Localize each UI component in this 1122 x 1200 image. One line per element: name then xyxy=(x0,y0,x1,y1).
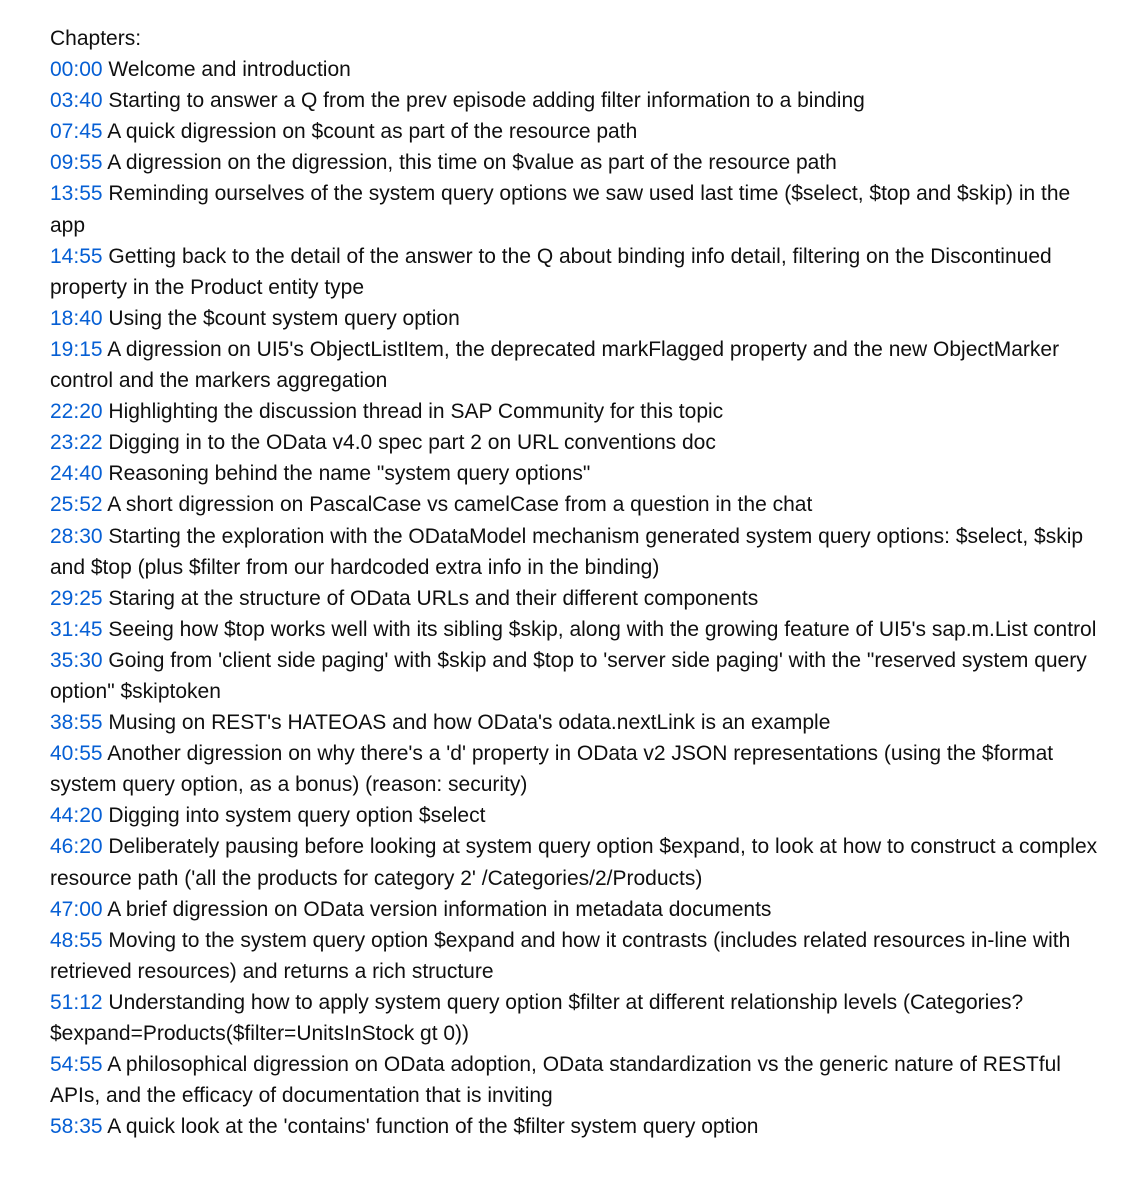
chapter-timestamp-link[interactable]: 13:55 xyxy=(50,182,103,206)
chapters-heading: Chapters: xyxy=(50,27,142,50)
chapter-timestamp-link[interactable]: 51:12 xyxy=(50,990,103,1014)
chapter-timestamp-link[interactable]: 00:00 xyxy=(50,58,103,82)
chapter-item xyxy=(50,334,1110,396)
chapter-title: Starting to answer a Q from the prev episode adding filter information to a binding xyxy=(108,89,865,113)
chapter-item xyxy=(50,800,1110,831)
chapter-title: Another digression on why there's a 'd' property in OData v2 JSON representations (using the $format system query option, as a bonus) (reason: security) xyxy=(50,742,1054,797)
chapter-description xyxy=(50,23,1110,1142)
chapter-item xyxy=(50,521,1110,583)
chapter-timestamp-link[interactable]: 22:20 xyxy=(50,400,103,424)
chapter-item xyxy=(50,427,1110,458)
chapter-timestamp-link[interactable]: 28:30 xyxy=(50,524,103,548)
chapter-title: Going from 'client side paging' with $skip and $top to 'server side paging' with the "reserved system query option" $skiptoken xyxy=(50,648,1087,703)
chapter-item xyxy=(50,645,1110,707)
chapter-timestamp-link[interactable]: 46:20 xyxy=(50,835,103,859)
chapter-timestamp-link[interactable]: 29:25 xyxy=(50,586,103,610)
chapter-timestamp-link[interactable]: 07:45 xyxy=(50,120,103,144)
chapter-item xyxy=(50,241,1110,303)
chapter-title: Digging into system query option $select xyxy=(108,804,486,828)
chapter-item xyxy=(50,925,1110,987)
chapter-item xyxy=(50,147,1110,178)
chapter-title: Reminding ourselves of the system query options we saw used last time ($select, $top and $skip) in the app xyxy=(50,182,1071,237)
chapter-item xyxy=(50,738,1110,800)
chapter-title: Reasoning behind the name "system query options" xyxy=(108,462,591,486)
chapter-timestamp-link[interactable]: 54:55 xyxy=(50,1053,103,1077)
chapter-timestamp-link[interactable]: 23:22 xyxy=(50,431,103,455)
chapter-item xyxy=(50,707,1110,738)
chapter-title: Deliberately pausing before looking at system query option $expand, to look at how to construct a complex resource path ('all the products for category 2' /Categories/2/Products) xyxy=(50,835,1098,890)
chapter-timestamp-link[interactable]: 18:40 xyxy=(50,306,103,330)
chapter-title: A brief digression on OData version information in metadata documents xyxy=(107,897,772,921)
chapter-item xyxy=(50,85,1110,116)
chapter-list xyxy=(50,54,1110,1142)
chapter-title: Staring at the structure of OData URLs and their different components xyxy=(108,586,759,610)
chapter-title: A digression on UI5's ObjectListItem, the deprecated markFlagged property and the new ObjectMarker control and the markers aggregation xyxy=(50,337,1060,393)
chapter-item xyxy=(50,583,1110,614)
chapter-timestamp-link[interactable]: 35:30 xyxy=(50,648,103,672)
chapter-title: Digging in to the OData v4.0 spec part 2 on URL conventions doc xyxy=(108,431,716,455)
chapter-timestamp-link[interactable]: 25:52 xyxy=(50,493,103,517)
chapter-title: Seeing how $top works well with its sibling $skip, along with the growing feature of UI5's sap.m.List control xyxy=(108,617,1097,641)
chapter-title: Highlighting the discussion thread in SAP Community for this topic xyxy=(108,400,724,424)
chapter-item xyxy=(50,987,1110,1049)
chapter-timestamp-link[interactable]: 09:55 xyxy=(50,151,103,175)
chapter-timestamp-link[interactable]: 14:55 xyxy=(50,244,103,268)
chapter-item xyxy=(50,54,1110,85)
chapter-timestamp-link[interactable]: 58:35 xyxy=(50,1115,103,1139)
chapter-item xyxy=(50,831,1110,893)
chapter-item xyxy=(50,614,1110,645)
chapter-item xyxy=(50,116,1110,147)
chapter-title: Musing on REST's HATEOAS and how OData's odata.nextLink is an example xyxy=(108,711,831,735)
chapter-timestamp-link[interactable]: 31:45 xyxy=(50,617,103,641)
chapter-item xyxy=(50,303,1110,334)
chapter-title: Using the $count system query option xyxy=(108,306,460,330)
chapter-timestamp-link[interactable]: 47:00 xyxy=(50,897,103,921)
chapter-timestamp-link[interactable]: 38:55 xyxy=(50,711,103,735)
chapter-item xyxy=(50,894,1110,925)
chapter-item xyxy=(50,1111,1110,1142)
chapter-title: A digression on the digression, this time on $value as part of the resource path xyxy=(107,151,837,175)
chapter-title: Welcome and introduction xyxy=(108,58,351,82)
chapter-title: Moving to the system query option $expand and how it contrasts (includes related resources in-line with retrieved resources) and returns a rich structure xyxy=(50,928,1071,983)
chapter-title: A quick look at the 'contains' function of the $filter system query option xyxy=(107,1115,759,1139)
chapter-timestamp-link[interactable]: 24:40 xyxy=(50,462,103,486)
chapter-item xyxy=(50,458,1110,489)
chapter-item xyxy=(50,1049,1110,1111)
chapter-title: Starting the exploration with the ODataModel mechanism generated system query options: $select, $skip and $top (plus $filter from our hardcoded extra info in the binding) xyxy=(50,524,1084,579)
chapter-timestamp-link[interactable]: 40:55 xyxy=(50,742,103,766)
chapter-timestamp-link[interactable]: 19:15 xyxy=(50,337,103,361)
chapter-title: A quick digression on $count as part of the resource path xyxy=(107,120,638,144)
chapter-item xyxy=(50,396,1110,427)
chapter-title: Getting back to the detail of the answer to the Q about binding info detail, filtering on the Discontinued property in the Product entity type xyxy=(50,244,1052,299)
chapter-title: A short digression on PascalCase vs camelCase from a question in the chat xyxy=(107,493,813,517)
chapter-timestamp-link[interactable]: 44:20 xyxy=(50,804,103,828)
chapter-item xyxy=(50,178,1110,240)
chapter-title: A philosophical digression on OData adoption, OData standardization vs the generic nature of RESTful APIs, and the efficacy of documentation that is inviting xyxy=(50,1053,1061,1108)
chapter-title: Understanding how to apply system query option $filter at different relationship levels (Categories?$expand=Products($filter=UnitsInStock gt 0)) xyxy=(50,990,1024,1045)
chapter-timestamp-link[interactable]: 48:55 xyxy=(50,928,103,952)
chapter-timestamp-link[interactable]: 03:40 xyxy=(50,89,103,113)
chapter-item xyxy=(50,489,1110,520)
